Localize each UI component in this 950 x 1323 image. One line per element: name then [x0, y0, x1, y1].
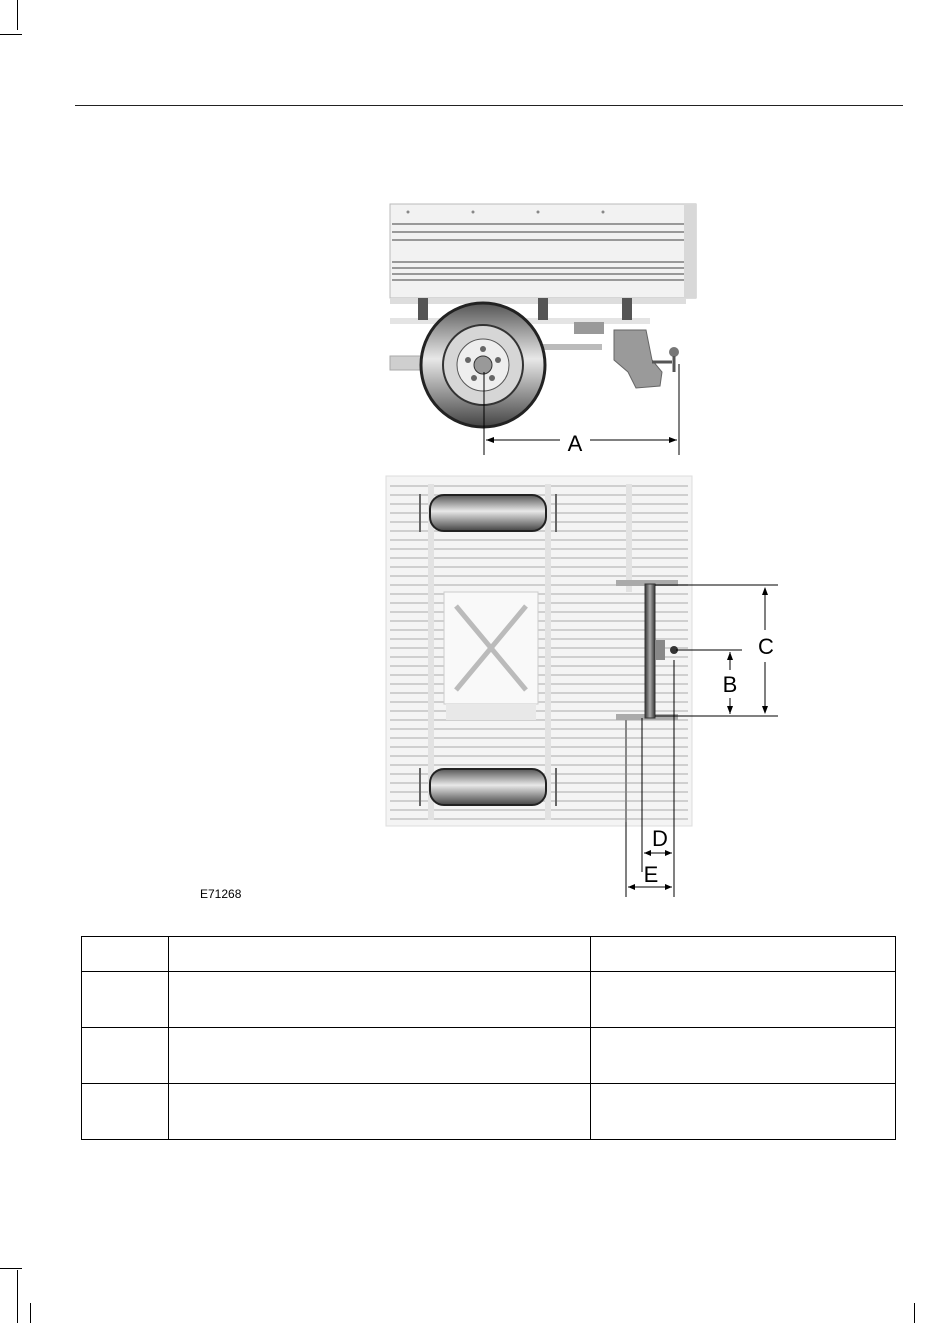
top-view	[386, 476, 778, 897]
table-header-row	[82, 937, 896, 972]
table-cell	[591, 972, 896, 1028]
crop-mark-bottom-right-tick	[914, 1303, 915, 1323]
crop-mark-bottom-left-h	[0, 1268, 22, 1269]
table-header-cell	[169, 937, 591, 972]
table-cell	[82, 1028, 169, 1084]
table-header-cell	[82, 937, 169, 972]
side-view	[390, 204, 696, 456]
dimension-label-b: B	[722, 672, 738, 697]
table-cell	[169, 1028, 591, 1084]
dimension-label-c: C	[758, 634, 774, 659]
table-cell	[591, 1028, 896, 1084]
dimension-label-d: D	[652, 826, 668, 851]
table-row	[82, 1084, 896, 1140]
table-header-cell	[591, 937, 896, 972]
table-cell	[169, 1084, 591, 1140]
table-row	[82, 972, 896, 1028]
dimension-table	[81, 936, 896, 1140]
crop-mark-bottom-left-tick	[30, 1303, 31, 1323]
table-row	[82, 1028, 896, 1084]
dimension-label-a: A	[567, 431, 583, 456]
table-cell	[169, 972, 591, 1028]
figure-id: E71268	[200, 887, 242, 901]
table-cell	[591, 1084, 896, 1140]
table-cell	[82, 1084, 169, 1140]
table-cell	[82, 972, 169, 1028]
crop-mark-bottom-left-v	[17, 1270, 18, 1323]
dimension-label-e: E	[643, 862, 659, 887]
